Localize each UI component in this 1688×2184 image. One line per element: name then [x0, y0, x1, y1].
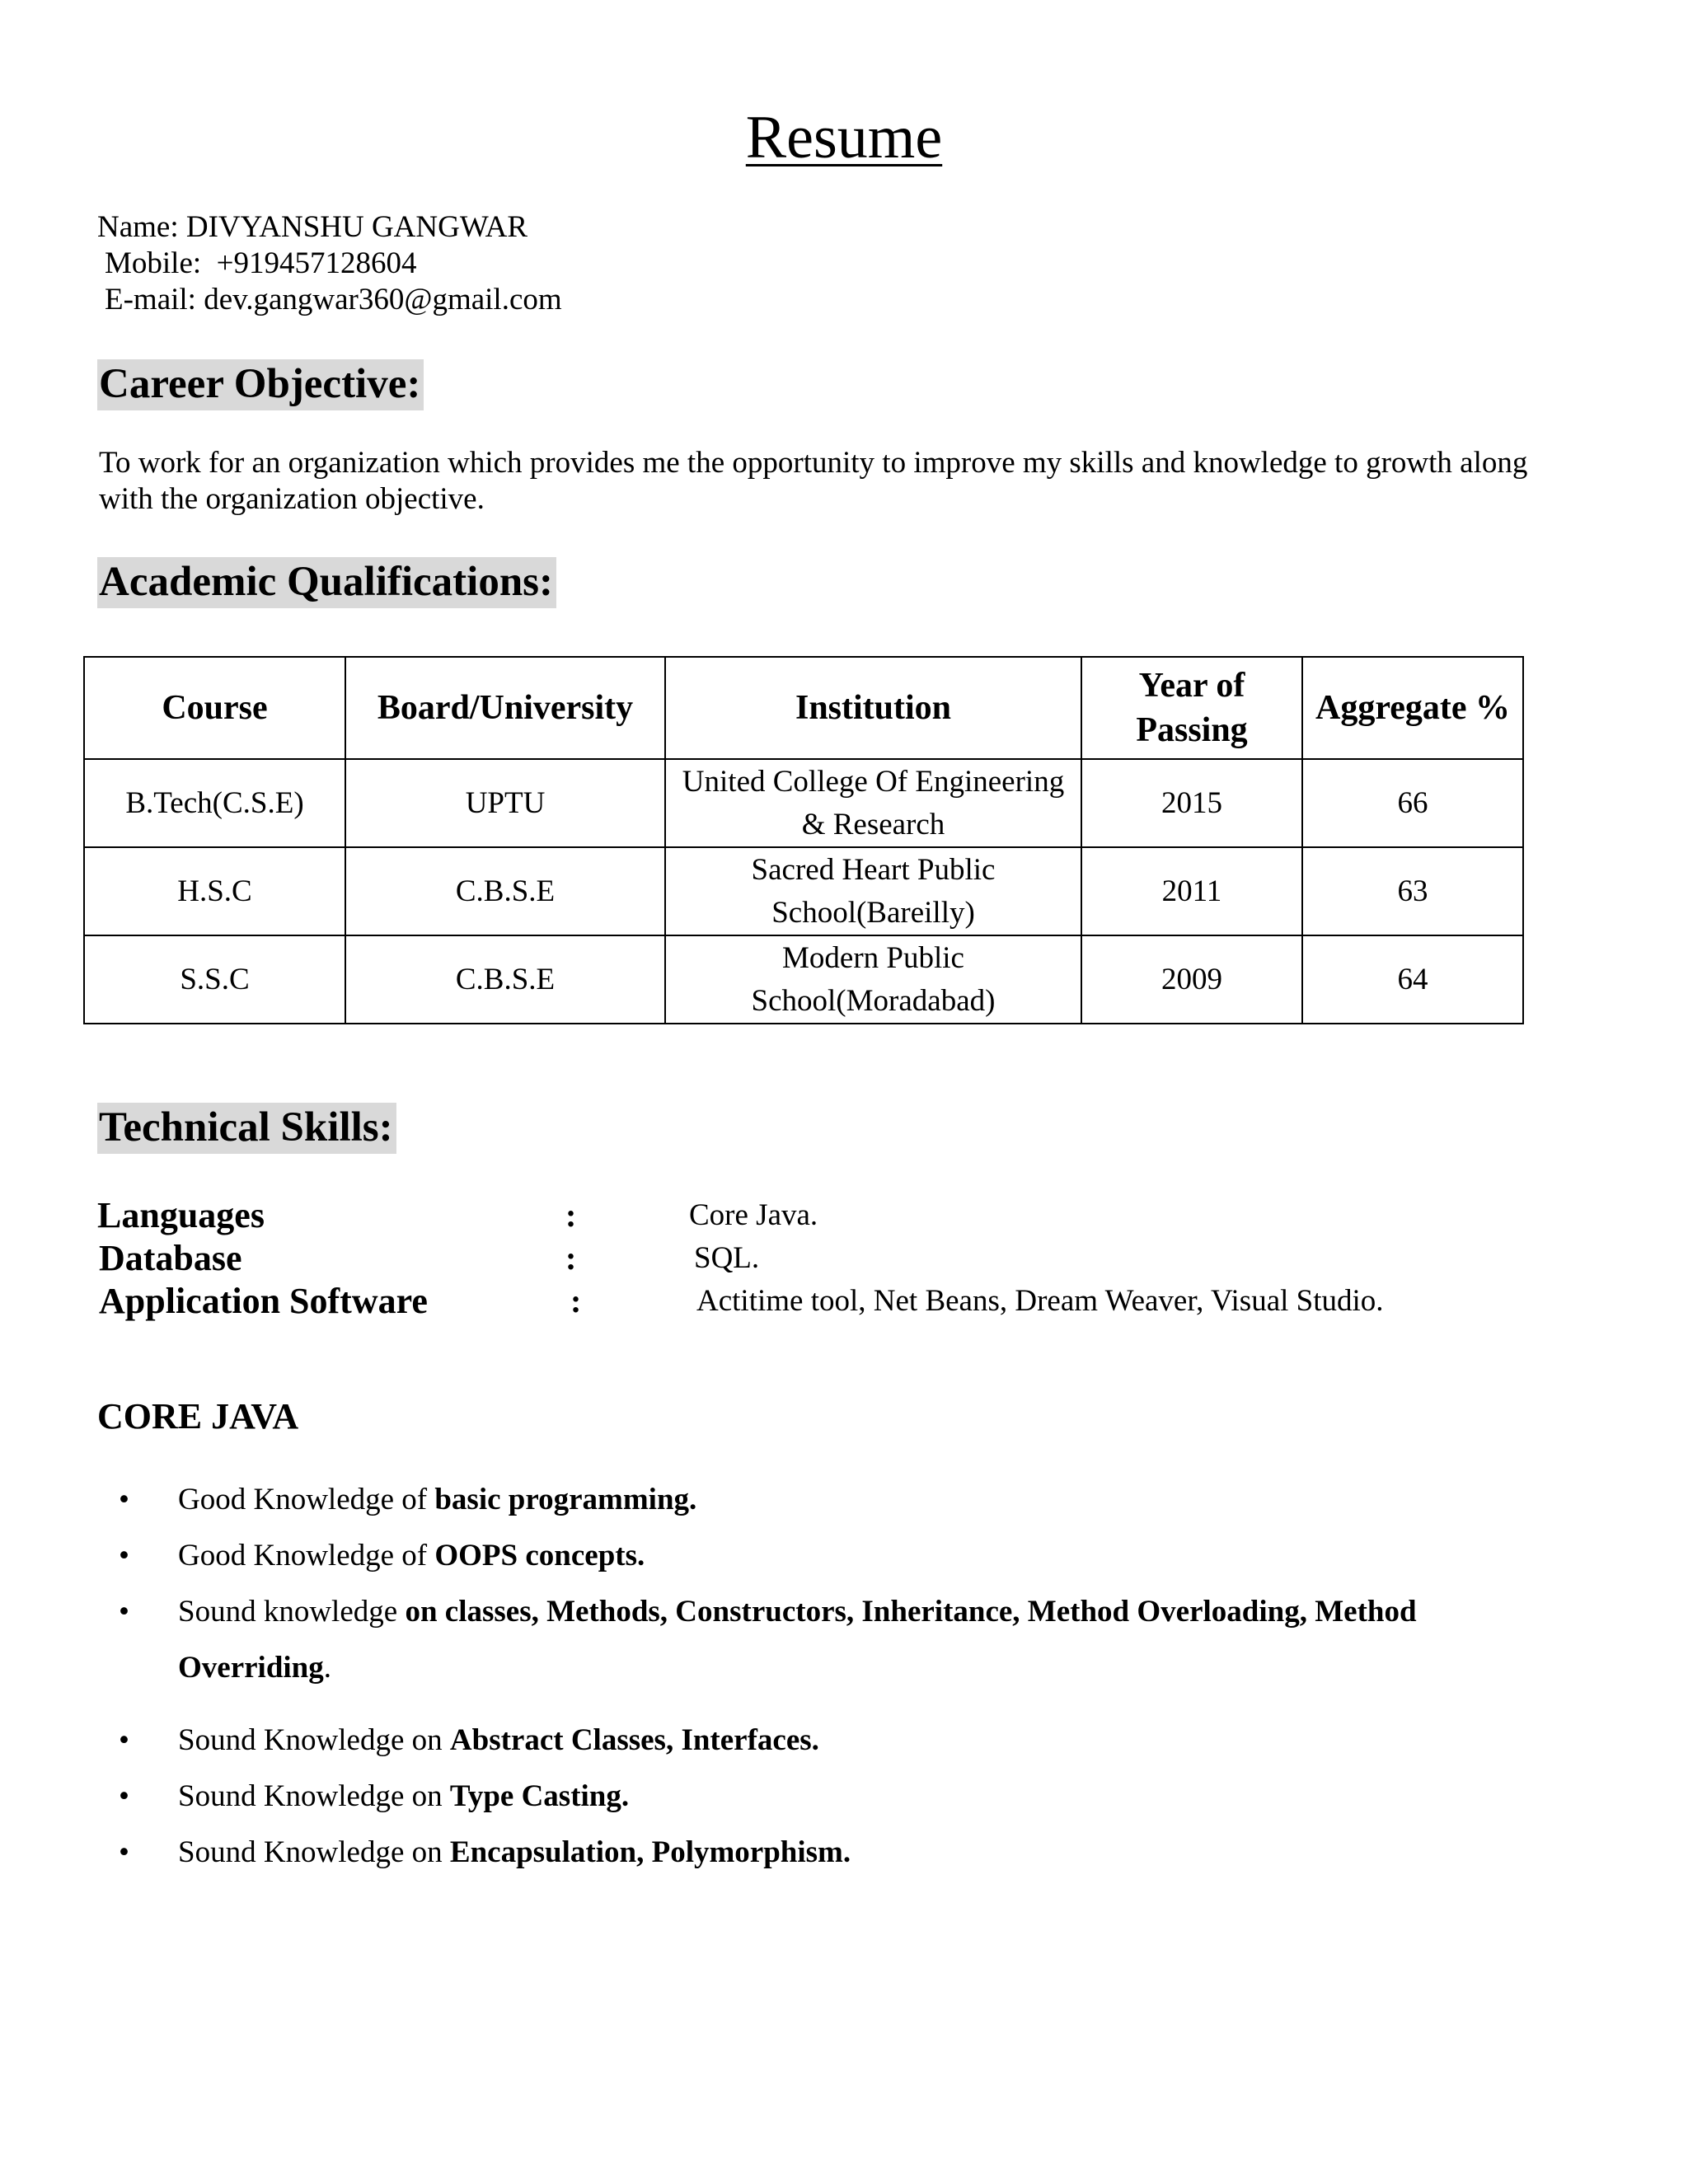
table-header-row [84, 657, 1523, 759]
table-cell: United College Of Engineering & Research [665, 759, 1081, 847]
skill-row-languages [97, 1195, 1663, 1236]
column-header: Institution [665, 657, 1081, 759]
table-cell: H.S.C [84, 847, 345, 935]
table-cell: B.Tech(C.S.E) [84, 759, 345, 847]
bullet-icon: • [119, 1779, 129, 1813]
table-cell: 2011 [1081, 847, 1302, 935]
table-cell: 64 [1302, 935, 1523, 1024]
skill-value: SQL. [694, 1241, 760, 1275]
list-item: • Sound Knowledge on Abstract Classes, Interfaces. [119, 1713, 1553, 1769]
list-item: • Sound Knowledge on Encapsulation, Polymorphism. [119, 1825, 1553, 1881]
table-row [84, 935, 1523, 1024]
skill-row-application-software [97, 1281, 1663, 1322]
bullet-icon: • [119, 1595, 129, 1629]
table-cell: Modern Public School(Moradabad) [665, 935, 1081, 1024]
skill-separator: : [565, 1197, 577, 1234]
core-java-heading: CORE JAVA [97, 1396, 299, 1436]
table-cell: C.B.S.E [345, 847, 665, 935]
skill-value: Core Java. [689, 1198, 818, 1232]
skill-row-database [97, 1238, 1663, 1279]
table-cell: 2009 [1081, 935, 1302, 1024]
skill-value: Actitime tool, Net Beans, Dream Weaver, Visual Studio. [696, 1284, 1384, 1318]
column-header: Course [84, 657, 345, 759]
list-item: • Sound knowledge on classes, Methods, Constructors, Inheritance, Method Overloading, Method Overriding. [119, 1584, 1553, 1696]
skill-label: Languages [97, 1195, 265, 1235]
table-cell: Sacred Heart Public School(Bareilly) [665, 847, 1081, 935]
bullet-icon: • [119, 1539, 129, 1572]
column-header: Year of Passing [1081, 657, 1302, 759]
career-objective-text: To work for an organization which provides me the opportunity to improve my skills and knowledge to growth along with the organization objective. [99, 446, 1528, 516]
skill-separator: : [565, 1240, 577, 1277]
list-item: • Good Knowledge of OOPS concepts. [119, 1528, 1553, 1584]
bullet-icon: • [119, 1723, 129, 1757]
table-cell: 2015 [1081, 759, 1302, 847]
academic-table [83, 656, 1524, 1024]
contact-mobile: Mobile: +919457128604 [105, 246, 417, 280]
bullet-icon: • [119, 1835, 129, 1869]
column-header: Board/University [345, 657, 665, 759]
table-row [84, 847, 1523, 935]
table-cell: C.B.S.E [345, 935, 665, 1024]
list-item: • Sound Knowledge on Type Casting. [119, 1769, 1553, 1825]
bullet-icon: • [119, 1483, 129, 1516]
table-cell: 63 [1302, 847, 1523, 935]
skill-label: Database [99, 1238, 242, 1278]
academic-heading: Academic Qualifications: [97, 557, 556, 608]
contact-name: Name: DIVYANSHU GANGWAR [97, 210, 528, 244]
column-header: Aggregate % [1302, 657, 1523, 759]
skill-label: Application Software [99, 1281, 428, 1321]
table-cell: UPTU [345, 759, 665, 847]
skill-separator: : [570, 1282, 582, 1319]
technical-skills-heading: Technical Skills: [97, 1103, 396, 1154]
page-title: Resume [745, 104, 943, 171]
table-cell: S.S.C [84, 935, 345, 1024]
contact-email: E-mail: dev.gangwar360@gmail.com [105, 283, 562, 316]
table-row [84, 759, 1523, 847]
table-cell: 66 [1302, 759, 1523, 847]
list-item: • Good Knowledge of basic programming. [119, 1472, 1553, 1528]
career-objective-heading: Career Objective: [97, 359, 424, 410]
